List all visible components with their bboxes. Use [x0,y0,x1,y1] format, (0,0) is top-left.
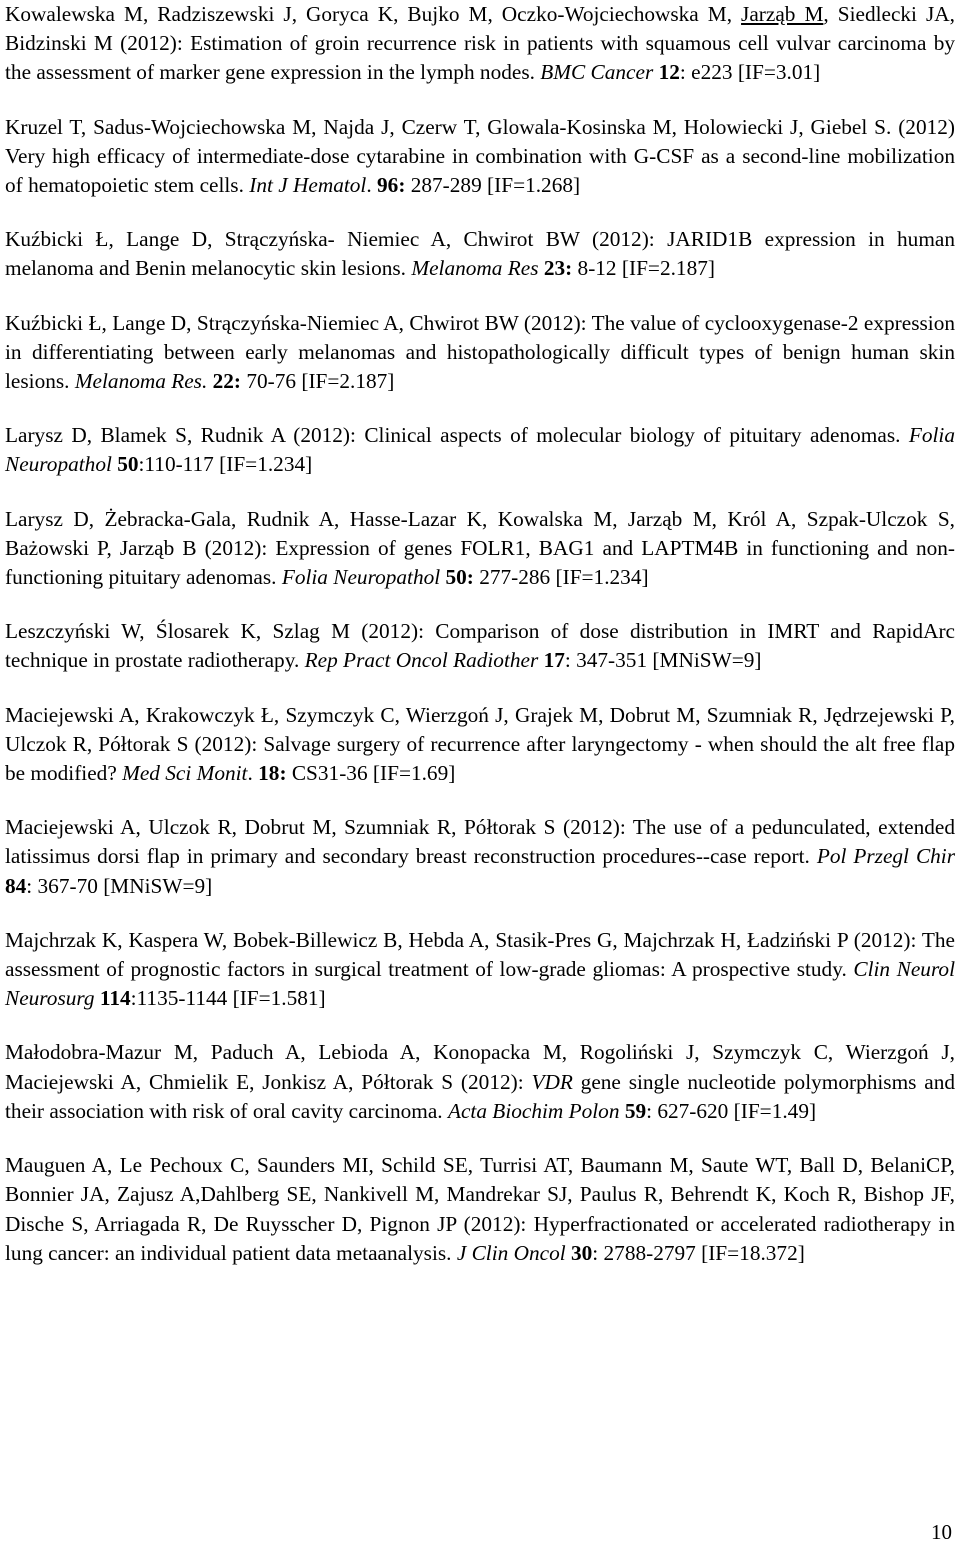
reference-text-segment: Med Sci Monit [122,761,248,786]
reference-text-segment: 23: [543,256,573,281]
reference-text-segment: Małodobra-Mazur M, Paduch A, Lebioda A, Konopacka M, Rogoliński J, Szymczyk C, Wierzgoń J, Maciejewski A, Chmielik E, Jonkisz A, Półtorak S (2012): [5,1040,955,1094]
reference-text-segment: 12 [658,60,680,85]
reference-text-segment: BMC Cancer [540,60,654,85]
reference-text-segment: :110-117 [IF=1.234] [138,452,313,477]
reference-text-segment: Kuźbicki Ł, Lange D, Strączyńska- Niemiec A, Chwirot BW (2012): JARID1B expression in human melanoma and Benin melanocytic skin lesions. [5,227,955,281]
reference-text-segment: 50: [445,565,474,590]
reference-text-segment: :1135-1144 [IF=1.581] [130,986,326,1011]
reference-text-segment: Melanoma Res [411,256,539,281]
reference-text-segment: Leszczyński W, Ślosarek K, Szlag M (2012): Comparison of dose distribution in IMRT and RapidArc technique in prostate radiotherapy. [5,619,955,673]
reference-text-segment: Rep Pract Oncol Radiother [304,648,539,673]
reference-text-segment: Jarząb M [741,2,824,26]
reference-text-segment: J Clin Oncol [456,1240,566,1265]
reference-text-segment: . [247,761,259,786]
reference-entry [5,505,955,593]
reference-entry [5,309,955,397]
reference-entry [5,0,955,88]
reference-text-segment: 70-76 [IF=2.187] [241,369,395,394]
reference-text-segment: : 347-351 [MNiSW=9] [564,648,762,673]
reference-text-segment: 59 [624,1098,647,1123]
reference-text-segment: VDR [531,1069,573,1094]
reference-text-segment: Kowalewska M, Radziszewski J, Goryca K, Bujko M, Oczko-Wojciechowska M, [5,2,742,26]
reference-text-segment: Melanoma Res. [74,369,208,394]
reference-entry [5,617,955,675]
reference-text-segment: Majchrzak K, Kaspera W, Bobek-Billewicz B, Hebda A, Stasik-Pres G, Majchrzak H, Ładziński P (2012): The assessment of prognostic factors in surgical treatment of low-grade gliomas: A prospective study. [5,927,955,982]
reference-text-segment: Folia Neuropathol [281,565,441,590]
reference-text-segment: : e223 [IF=3.01] [679,60,821,85]
reference-text-segment: Int J Hematol [249,173,367,198]
reference-text-segment: 30 [570,1240,593,1265]
reference-entry [5,813,955,901]
reference-text-segment: 18: [258,761,287,786]
reference-entry [5,225,955,283]
reference-text-segment: : 627-620 [IF=1.49] [646,1098,817,1123]
reference-text-segment: : 2788-2797 [IF=18.372] [592,1240,805,1265]
reference-text-segment: 114 [99,986,131,1011]
reference-text-segment: gene single nucleotide polymorphisms and their association with risk of oral cavity carcinoma. [5,1069,956,1123]
reference-text-segment: . [366,173,378,198]
reference-entry [5,1038,955,1126]
page-number: 10 [931,1520,952,1544]
reference-text-segment: Pol Przegl Chir [816,844,955,869]
reference-text-segment: CS31-36 [IF=1.69] [286,761,456,786]
reference-text-segment: 50 [117,452,139,477]
reference-entry [5,926,955,1014]
reference-text-segment: Acta Biochim Polon [447,1098,620,1123]
reference-entry [5,421,955,479]
reference-text-segment: 287-289 [IF=1.268] [405,173,581,198]
reference-text-segment: 277-286 [IF=1.234] [473,565,649,590]
reference-text-segment: Maciejewski A, Krakowczyk Ł, Szymczyk C, Wierzgoń J, Grajek M, Dobrut M, Szumniak R, Jędrzejewski P, Ulczok R, Półtorak S (2012): Salvage surgery of recurrence after laryngectomy - when should the alt free flap be modified? [5,702,955,786]
reference-text-segment: , Siedlecki JA, Bidzinski M (2012): Estimation of groin recurrence risk in patients with squamous cell vulvar carcinoma by the assessment of marker gene expression in the lymph nodes. [5,2,955,85]
reference-text-segment: : 367-70 [MNiSW=9] [26,873,213,898]
reference-text-segment: 84 [5,873,27,898]
reference-text-segment: Kuźbicki Ł, Lange D, Strączyńska-Niemiec A, Chwirot BW (2012): The value of cyclooxygenase-2 expression in differentiating between early melanomas and histopathologically difficult types of benign human skin lesions. [5,310,955,394]
reference-list [5,0,955,1293]
reference-text-segment: Folia Neuropathol [5,423,955,477]
reference-entry [5,1151,955,1268]
reference-entry [5,113,955,201]
reference-text-segment: 22: [212,369,242,394]
reference-text-segment: Larysz D, Żebracka-Gala, Rudnik A, Hasse-Lazar K, Kowalska M, Jarząb M, Król A, Szpak-Ulczok S, Bażowski P, Jarząb B (2012): Expression of genes FOLR1, BAG1 and LAPTM4B in functioning and non-functioning pituitary adenomas. [5,506,955,590]
reference-text-segment: 17 [543,648,565,673]
reference-text-segment: Mauguen A, Le Pechoux C, Saunders MI, Schild SE, Turrisi AT, Baumann M, Saute WT, Ball D, BelaniCP, Bonnier JA, Zajusz A,Dahlberg SE, Nankivell M, Mandrekar SJ, Paulus R, Behrendt K, Koch R, Bishop JF, Dische S, Arriagada R, De Ruysscher D, Pignon JP (2012): Hyperfractionated or accelerated radiotherapy in lung cancer: an individual patient data metaanalysis. [5,1153,955,1265]
reference-text-segment: Maciejewski A, Ulczok R, Dobrut M, Szumniak R, Półtorak S (2012): The use of a pedunculated, extended latissimus dorsi flap in primary and secondary breast reconstruction procedures--case report. [5,815,955,869]
reference-text-segment: 8-12 [IF=2.187] [572,256,715,281]
reference-text-segment: 96: [377,173,406,198]
reference-text-segment: Kruzel T, Sadus-Wojciechowska M, Najda J, Czerw T, Glowala-Kosinska M, Holowiecki J, Giebel S. (2012) Very high efficacy of intermediate-dose cytarabine in combination with G-CSF as a second-line mobilization of hematopoietic stem cells. [5,114,955,198]
reference-entry [5,701,955,789]
reference-text-segment: Clin Neurol Neurosurg [5,957,956,1011]
reference-text-segment: Larysz D, Blamek S, Rudnik A (2012): Clinical aspects of molecular biology of pituitary adenomas. [5,423,909,448]
